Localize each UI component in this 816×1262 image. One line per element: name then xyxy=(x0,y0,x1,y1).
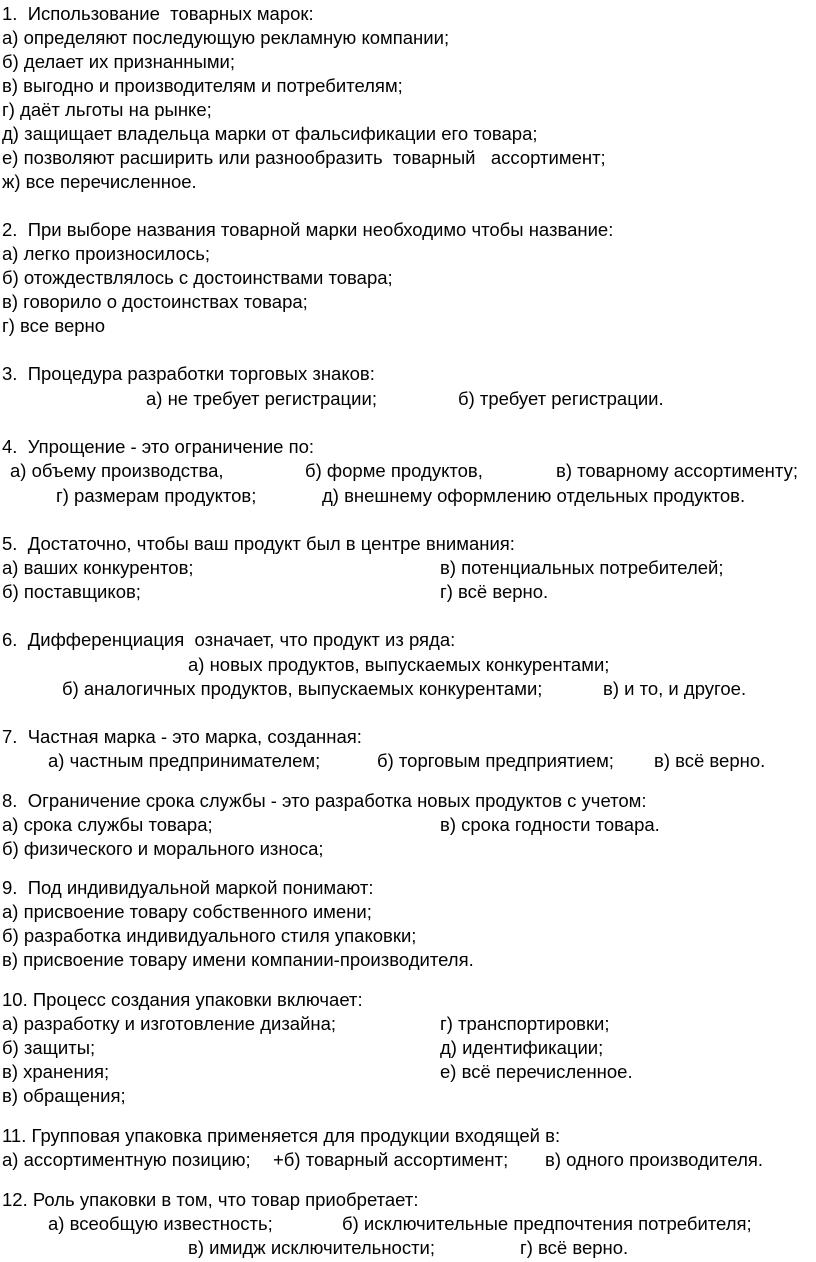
question-1-title: 1. Использование товарных марок: xyxy=(2,3,314,24)
q9-option-b: б) разработка индивидуального стиля упаковки; xyxy=(2,925,417,946)
q1-option-v: в) выгодно и производителям и потребителям; xyxy=(2,75,403,96)
q10-option-d: д) идентификации; xyxy=(440,1037,604,1058)
q3-option-b: б) требует регистрации. xyxy=(458,388,664,409)
q4-option-b: б) форме продуктов, xyxy=(305,460,483,481)
q12-option-g: г) всё верно. xyxy=(520,1237,629,1258)
q4-option-d: д) внешнему оформлению отдельных продуктов. xyxy=(322,485,746,506)
question-6-title: 6. Дифференциация означает, что продукт из ряда: xyxy=(2,629,456,650)
question-3-title: 3. Процедура разработки торговых знаков: xyxy=(2,363,375,384)
q2-option-a: а) легко произносилось; xyxy=(2,243,210,264)
q6-option-v: в) и то, и другое. xyxy=(603,678,747,699)
q8-option-v: в) срока годности товара. xyxy=(440,814,660,835)
question-12-title: 12. Роль упаковки в том, что товар приобретает: xyxy=(2,1189,419,1210)
question-2-title: 2. При выборе названия товарной марки необходимо чтобы название: xyxy=(2,219,614,240)
question-11-title: 11. Групповая упаковка применяется для продукции входящей в: xyxy=(2,1125,561,1146)
q5-option-g: г) всё верно. xyxy=(440,581,549,602)
q2-option-b: б) отождествлялось с достоинствами товара; xyxy=(2,267,393,288)
q10-option-v2: в) обращения; xyxy=(2,1085,126,1106)
question-10-title: 10. Процесс создания упаковки включает: xyxy=(2,989,363,1010)
q10-option-a: а) разработку и изготовление дизайна; xyxy=(2,1013,337,1034)
q12-option-v: в) имидж исключительности; xyxy=(188,1237,436,1258)
q5-option-v: в) потенциальных потребителей; xyxy=(440,557,724,578)
q7-option-v: в) всё верно. xyxy=(654,750,766,771)
q1-option-a: а) определяют последующую рекламную компании; xyxy=(2,27,450,48)
q10-option-e: е) всё перечисленное. xyxy=(440,1061,633,1082)
question-8-title: 8. Ограничение срока службы - это разработка новых продуктов с учетом: xyxy=(2,790,647,811)
q7-option-a: а) частным предпринимателем; xyxy=(48,750,321,771)
q6-option-a: а) новых продуктов, выпускаемых конкурентами; xyxy=(188,654,610,675)
q10-option-b: б) защиты; xyxy=(2,1037,96,1058)
question-7-title: 7. Частная марка - это марка, созданная: xyxy=(2,726,362,747)
q1-option-b: б) делает их признанными; xyxy=(2,51,236,72)
q10-option-v: в) хранения; xyxy=(2,1061,110,1082)
q5-option-a: а) ваших конкурентов; xyxy=(2,557,194,578)
q3-option-a: а) не требует регистрации; xyxy=(146,388,377,409)
q6-option-b: б) аналогичных продуктов, выпускаемых конкурентами; xyxy=(62,678,543,699)
q4-option-a: а) объему производства, xyxy=(10,460,224,481)
question-9-title: 9. Под индивидуальной маркой понимают: xyxy=(2,877,374,898)
q4-option-g: г) размерам продуктов; xyxy=(56,485,257,506)
q10-option-g: г) транспортировки; xyxy=(440,1013,610,1034)
q8-option-b: б) физического и морального износа; xyxy=(2,838,324,859)
q1-option-e: е) позволяют расширить или разнообразить товарный ассортимент; xyxy=(2,147,606,168)
q8-option-a: а) срока службы товара; xyxy=(2,814,213,835)
q1-option-zh: ж) все перечисленное. xyxy=(2,171,197,192)
q9-option-a: а) присвоение товару собственного имени; xyxy=(2,901,372,922)
q12-option-b: б) исключительные предпочтения потребителя; xyxy=(342,1213,752,1234)
q11-option-a: а) ассортиментную позицию; xyxy=(2,1149,251,1170)
q5-option-b: б) поставщиков; xyxy=(2,581,141,602)
q12-option-a: а) всеобщую известность; xyxy=(48,1213,273,1234)
q11-option-v: в) одного производителя. xyxy=(545,1149,764,1170)
q1-option-d: д) защищает владельца марки от фальсификации его товара; xyxy=(2,123,538,144)
question-5-title: 5. Достаточно, чтобы ваш продукт был в центре внимания: xyxy=(2,533,515,554)
q4-option-v: в) товарному ассортименту; xyxy=(556,460,798,481)
q1-option-g: г) даёт льготы на рынке; xyxy=(2,99,212,120)
q9-option-v: в) присвоение товару имени компании-производителя. xyxy=(2,949,474,970)
q11-option-b: +б) товарный ассортимент; xyxy=(273,1149,509,1170)
q2-option-g: г) все верно xyxy=(2,315,106,336)
q7-option-b: б) торговым предприятием; xyxy=(377,750,614,771)
q2-option-v: в) говорило о достоинствах товара; xyxy=(2,291,308,312)
question-4-title: 4. Упрощение - это ограничение по: xyxy=(2,436,315,457)
